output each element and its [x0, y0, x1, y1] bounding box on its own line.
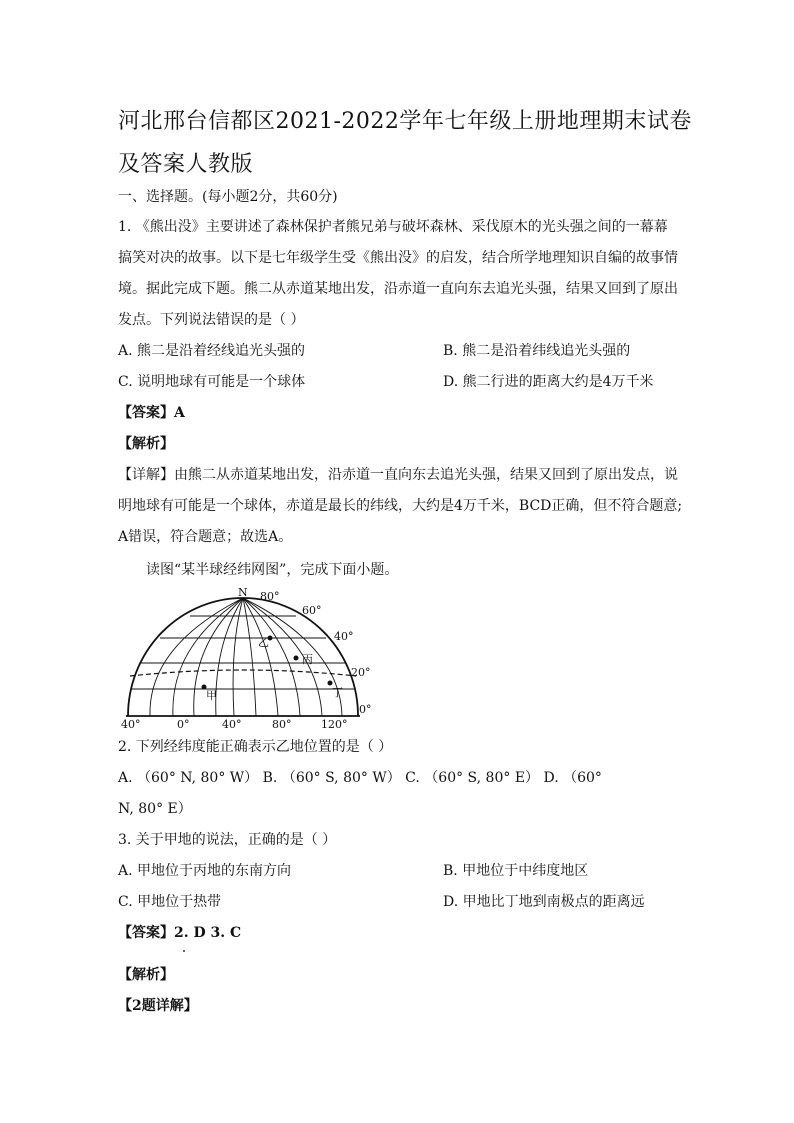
point-ding-dot [328, 681, 333, 686]
lon-label-0: 0° [177, 718, 190, 728]
q3-option-a: A. 甲地位于丙地的东南方向 [118, 863, 292, 879]
graticule-svg [118, 586, 378, 728]
hemisphere-graticule-figure [118, 586, 378, 728]
page-title: 河北邢台信都区2021-2022学年七年级上册地理期末试卷及答案人教版 [118, 109, 692, 177]
q2-q3-analysis-label: 【解析】 [118, 967, 174, 983]
q2-options-line-2: N, 80° E） [118, 801, 192, 817]
q2-stem: 2. 下列经纬度能正确表示乙地位置的是（ ） [118, 739, 393, 755]
q1-analysis-label: 【解析】 [118, 436, 174, 452]
point-yi-label: 乙 [258, 636, 269, 649]
lat-label-80: 80° [260, 590, 280, 603]
lat-label-0: 0° [359, 703, 372, 716]
point-jia-label: 甲 [206, 689, 217, 702]
q1-stem-line-3: 境。据此完成下题。熊二从赤道某地出发，沿赤道一直向东去追光头强，结果又回到了原出 [118, 281, 678, 297]
lon-label-80e: 80° [272, 718, 292, 728]
lon-label-40w: 40° [121, 718, 141, 728]
q2-options-line-1: A. （60° N, 80° W） B. （60° S, 80° W） C. （60° S, 80° E） D. （60° [118, 770, 602, 786]
q1-option-b: B. 熊二是沿着纬线追光头强的 [443, 343, 631, 359]
lat-label-40: 40° [334, 630, 354, 643]
tropic-dashed-line [130, 670, 356, 676]
q1-answer: 【答案】A [118, 405, 185, 421]
lon-label-120e: 120° [321, 718, 348, 728]
q1-stem-line-1: 1. 《熊出没》主要讲述了森林保护者熊兄弟与破坏森林、采伐原木的光头强之间的一幕幕 [118, 219, 668, 235]
q1-detail-line-2: 明地球有可能是一个球体，赤道是最长的纬线，大约是4万千米，BCD正确，但不符合题意; [118, 498, 683, 514]
lat-label-20: 20° [351, 666, 371, 679]
q1-option-d: D. 熊二行进的距离大约是4万千米 [443, 374, 654, 390]
q2-detail-label: 【2题详解】 [118, 998, 198, 1014]
q1-detail-line-1: 【详解】由熊二从赤道某地出发，沿赤道一直向东去追光头强，结果又回到了原出发点，说 [118, 467, 678, 483]
q3-option-b: B. 甲地位于中纬度地区 [443, 863, 589, 879]
figure-intro: 读图“某半球经纬网图”，完成下面小题。 [146, 562, 399, 578]
point-ding-label: 丁 [332, 686, 343, 699]
q1-stem-line-4: 发点。下列说法错误的是（ ） [118, 312, 305, 328]
lat-label-60: 60° [302, 604, 322, 617]
lon-label-40e: 40° [222, 718, 242, 728]
q3-option-d: D. 甲地比丁地到南极点的距离远 [443, 894, 645, 910]
q1-option-a: A. 熊二是沿着经线追光头强的 [118, 343, 306, 359]
q3-option-c: C. 甲地位于热带 [118, 894, 222, 910]
point-bing-dot [294, 656, 299, 661]
stray-dot [183, 950, 185, 952]
q1-stem-line-2: 搞笑对决的故事。以下是七年级学生受《熊出没》的启发，结合所学地理知识自编的故事情 [118, 250, 678, 266]
north-label: N [238, 586, 248, 599]
q3-stem: 3. 关于甲地的说法，正确的是（ ） [118, 832, 337, 848]
section-heading: 一、选择题。(每小题2分，共60分) [118, 189, 338, 205]
point-bing-label: 丙 [302, 653, 313, 666]
q1-option-c: C. 说明地球有可能是一个球体 [118, 374, 306, 390]
q2-q3-answer: 【答案】2. D 3. C [118, 925, 242, 941]
q1-detail-line-3: A错误，符合题意；故选A。 [118, 529, 293, 545]
